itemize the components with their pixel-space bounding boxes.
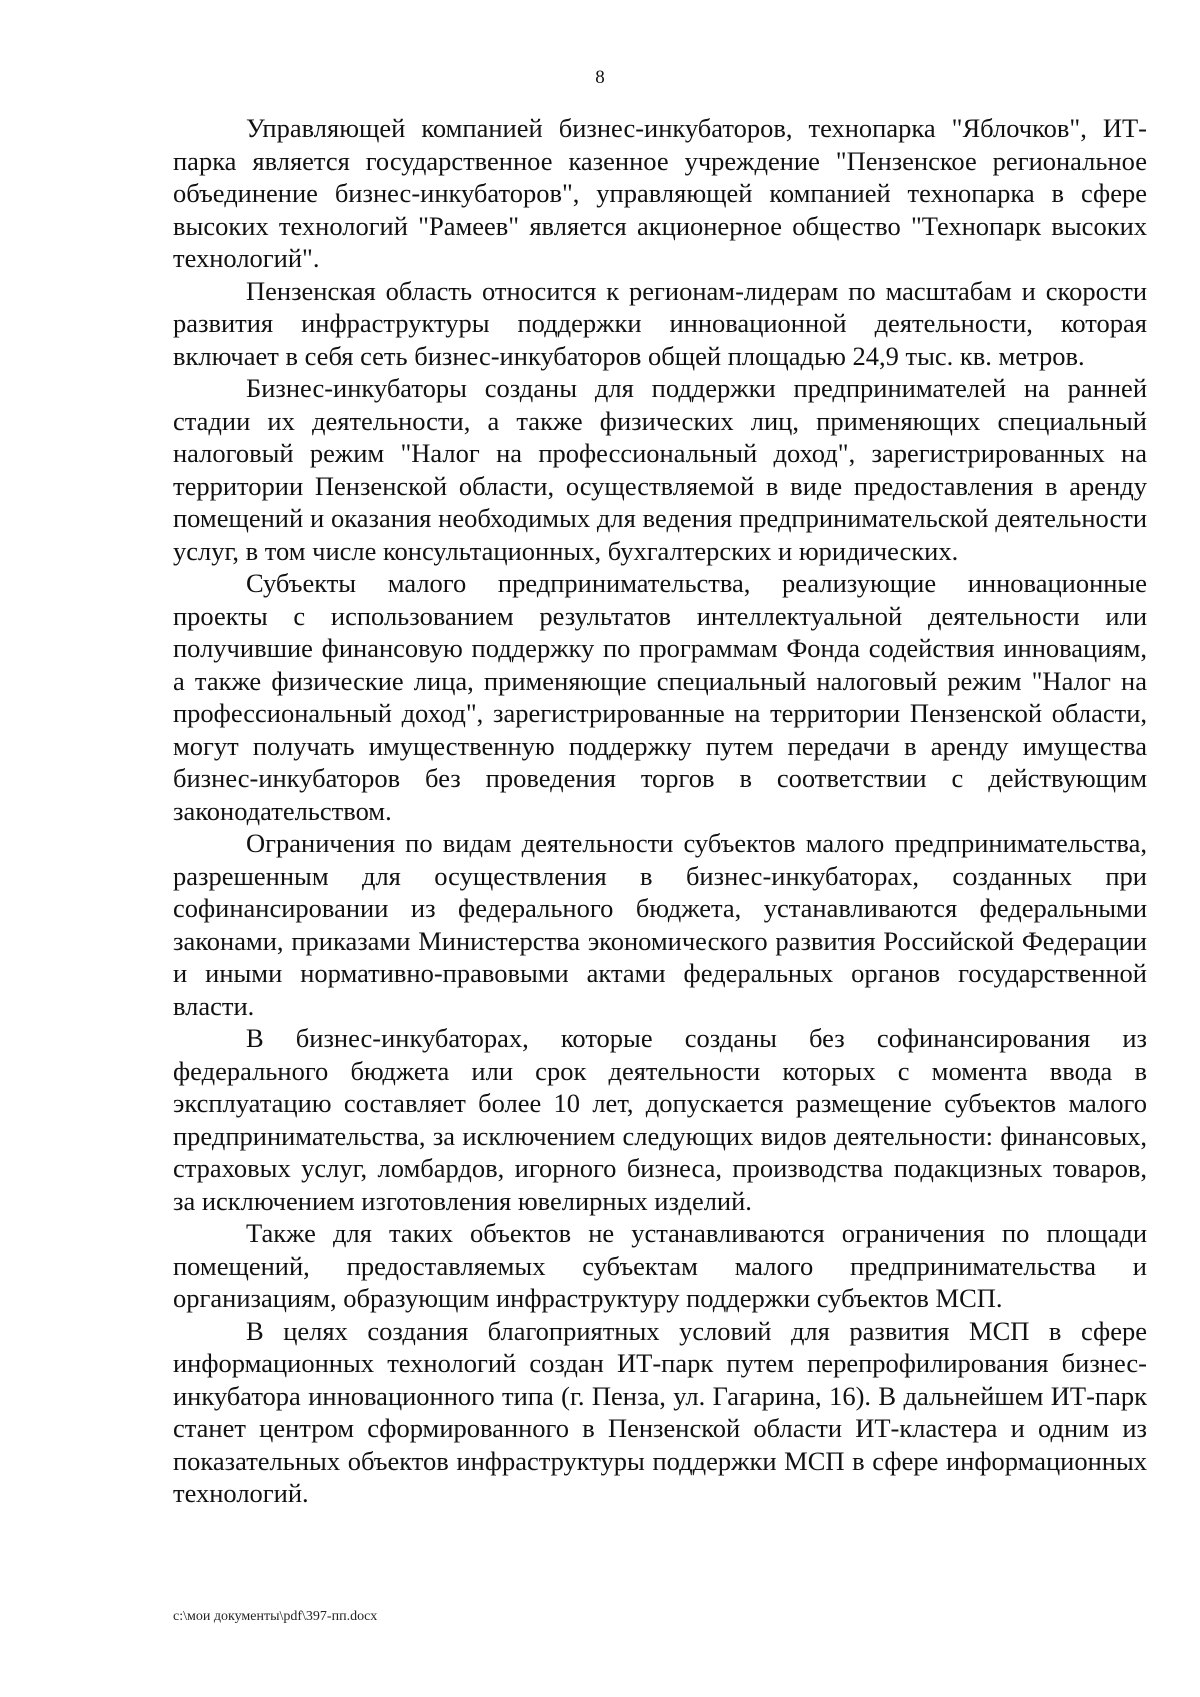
- paragraph-it-park: В целях создания благоприятных условий для развития МСП в сфере информационных технологий создан ИТ-парк путем перепрофилирования бизнес-инкубатора инновационного типа (г. Пенза, ул. Гагарина, 16). В дальнейшем ИТ-парк станет центром сформированного в Пензенской области ИТ-кластера и одним из показательных объектов инфраструктуры поддержки МСП в сфере информационных технологий.: [173, 1315, 1147, 1508]
- paragraph-area-restrictions: Также для таких объектов не устанавливаются ограничения по площади помещений, предоставляемых субъектам малого предпринимательства и организациям, образующим инфраструктуру поддержки субъектов МСП.: [173, 1218, 1147, 1313]
- paragraph-region-leader: Пензенская область относится к регионам-лидерам по масштабам и скорости развития инфраструктуры поддержки инновационной деятельности, которая включает в себя сеть бизнес-инкубаторов общей площадью 24,9 тыс. кв. метров.: [173, 275, 1147, 371]
- document-body: [173, 112, 1147, 1510]
- footer-file-path: c:\мои документы\pdf\397-пп.docx: [173, 1609, 378, 1624]
- paragraph-non-federal-incubators: В бизнес-инкубаторах, которые созданы без софинансирования из федерального бюджета или срок деятельности которых с момента ввода в эксплуатацию составляет более 10 лет, допускается размещение субъектов малого предпринимательства, за исключением следующих видов деятельности: финансовых, страховых услуг, ломбардов, игорного бизнеса, производства подакцизных товаров, за исключением изготовления ювелирных изделий.: [173, 1023, 1147, 1216]
- page-number: 8: [595, 67, 605, 88]
- paragraph-management-company: Управляющей компанией бизнес-инкубаторов, технопарка "Яблочков", ИТ-парка является государственное казенное учреждение "Пензенское региональное объединение бизнес-инкубаторов", управляющей компанией технопарка в сфере высоких технологий "Рамеев" является акционерное общество "Технопарк высоких технологий".: [173, 113, 1147, 273]
- paragraph-property-support: Субъекты малого предпринимательства, реализующие инновационные проекты с использованием результатов интеллектуальной деятельности или получившие финансовую поддержку по программам Фонда содействия инновациям, а также физические лица, применяющие специальный налоговый режим "Налог на профессиональный доход", зарегистрированные на территории Пензенской области, могут получать имущественную поддержку путем передачи в аренду имущества бизнес-инкубаторов без проведения торгов в соответствии с действующим законодательством.: [173, 568, 1147, 826]
- paragraph-incubator-purpose: Бизнес-инкубаторы созданы для поддержки предпринимателей на ранней стадии их деятельности, а также физических лиц, применяющих специальный налоговый режим "Налог на профессиональный доход", зарегистрированных на территории Пензенской области, осуществляемой в виде предоставления в аренду помещений и оказания необходимых для ведения предпринимательской деятельности услуг, в том числе консультационных, бухгалтерских и юридических.: [173, 373, 1147, 566]
- paragraph-activity-restrictions: Ограничения по видам деятельности субъектов малого предпринимательства, разрешенным для осуществления в бизнес-инкубаторах, созданных при софинансировании из федерального бюджета, устанавливаются федеральными законами, приказами Министерства экономического развития Российской Федерации и иными нормативно-правовыми актами федеральных органов государственной власти.: [173, 828, 1147, 1021]
